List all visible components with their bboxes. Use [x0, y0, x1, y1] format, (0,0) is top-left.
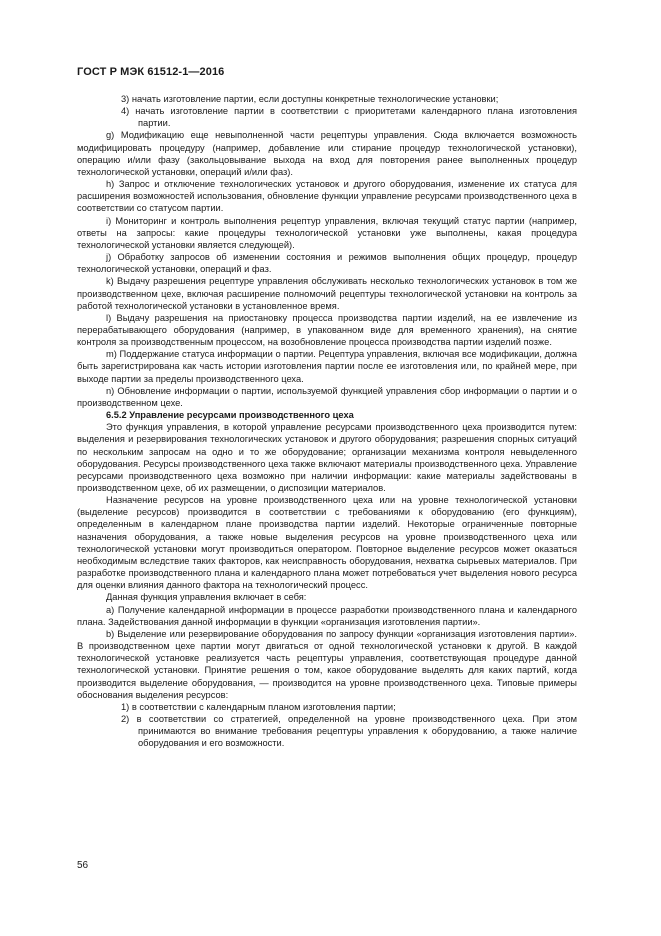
paragraph: j) Обработку запросов об изменении состояния и режимов выполнения общих процедур, процедур технологической установки, операций и фаз. [77, 252, 577, 275]
paragraph: n) Обновление информации о партии, используемой функцией управления сбор информации о партии и о производственном цехе. [77, 385, 577, 408]
list-item: 2) в соответствии со стратегией, определенной на уровне производственного цеха. При этом принимаются во внимание требования рецептуры управления к оборудованию, а также наличие оборудования и его возможности. [121, 713, 577, 749]
paragraph: l) Выдачу разрешения на приостановку процесса производства партии изделий, на ее извлечение из перерабатывающего оборудования (например, в упакованном виде для временного хранения), на снятие контроля за производственным процессом, на возобновление процесса производства партии изделий позже. [77, 312, 577, 348]
paragraph: a) Получение календарной информации в процессе разработки производственного плана и календарного плана. Задействования данной информации в функции «организация изготовления партии». [77, 604, 577, 627]
paragraph: Назначение ресурсов на уровне производственного цеха или на уровне технологической установки (выделение ресурсов) производится в соответствии с требованиями к оборудованию (его функциям), определенным в календарном плане производства партии изделий. Некоторые ограниченные повторные назначения оборудования, а также новые выделения ресурсов на уровне производственного цеха или технологической установки могут производиться оператором. Повторное выделение ресурсов может оказаться необходимым вследствие таких факторов, как неисправность оборудования, нехватка сырьевых материалов. При разработке производственного плана и календарного плана может потребоваться учет выделения нового ресурса для оценки влияния данного фактора на технологический процесс. [77, 495, 577, 591]
document-body [77, 93, 577, 749]
list-item: 1) в соответствии с календарным планом изготовления партии; [121, 701, 396, 712]
paragraph: i) Мониторинг и контроль выполнения рецептур управления, включая текущий статус партии (например, ответы на запросы: какие процедуры технологической установки уже выполнены, какая процедура технологической установки является следующей). [77, 215, 577, 250]
paragraph: h) Запрос и отключение технологических установок и другого оборудования, изменение их статуса для расширения возможностей использования, обновление функции управление ресурсами производственного цеха в соответствии со статусом партии. [77, 179, 577, 214]
paragraph: g) Модификацию еще невыполненной части рецептуры управления. Сюда включается возможность модифицировать процедуру (например, добавление или стирание процедур технологической установки), операцию и/или фазу (закольцовывание выхода на вход для повторения ранее выполненных процедур технологической установки, операций и/или фаз). [77, 130, 577, 177]
document-header: ГОСТ Р МЭК 61512-1—2016 [77, 66, 225, 78]
paragraph: Данная функция управления включает в себя: [106, 592, 307, 603]
page-number: 56 [77, 860, 89, 871]
section-heading: 6.5.2 Управление ресурсами производственного цеха [106, 410, 354, 421]
list-item: 4) начать изготовление партии в соответствии с приоритетами календарного плана изготовления партии. [121, 106, 577, 129]
paragraph: b) Выделение или резервирование оборудования по запросу функции «организация изготовления партии». В производственном цехе партии могут двигаться от одной технологической установки к другой. В каждой технологической установке реализуется часть рецептуры управления, соответствующая процедуре данной технологической установки. Принятие решения о том, какое оборудование выделять для каких партий, когда производится выделение оборудования, — производится на уровне производственного цеха. Типовые примеры обоснования выделения ресурсов: [77, 628, 577, 700]
paragraph: k) Выдачу разрешения рецептуре управления обслуживать несколько технологических установок в том же производственном цехе, включая расширение полномочий рецептуры технологической установки на контроль за работой технологической установки в установленное время. [77, 276, 577, 311]
paragraph: m) Поддержание статуса информации о партии. Рецептура управления, включая все модификации, должна быть зарегистрирована как часть истории изготовления партии после ее изготовления или, по крайней мере, при выходе партии за пределы производственного цеха. [77, 349, 577, 384]
list-item: 3) начать изготовление партии, если доступны конкретные технологические установки; [121, 94, 499, 104]
paragraph: Это функция управления, в которой управление ресурсами производственного цеха производится путем: выделения и резервирования технологических установок и другого оборудования; разрешения спорных ситуаций по нескольким запросам на одно и то же оборудование; организации механизма контроля невыделенного оборудования. Ресурсы производственного цеха также включают материалы производственного цеха. Управление ресурсами производственного цеха возможно при наличии информации: какие материалы задействованы в производственном цехе, об их размещении, о диспозиции материалов. [77, 422, 577, 493]
